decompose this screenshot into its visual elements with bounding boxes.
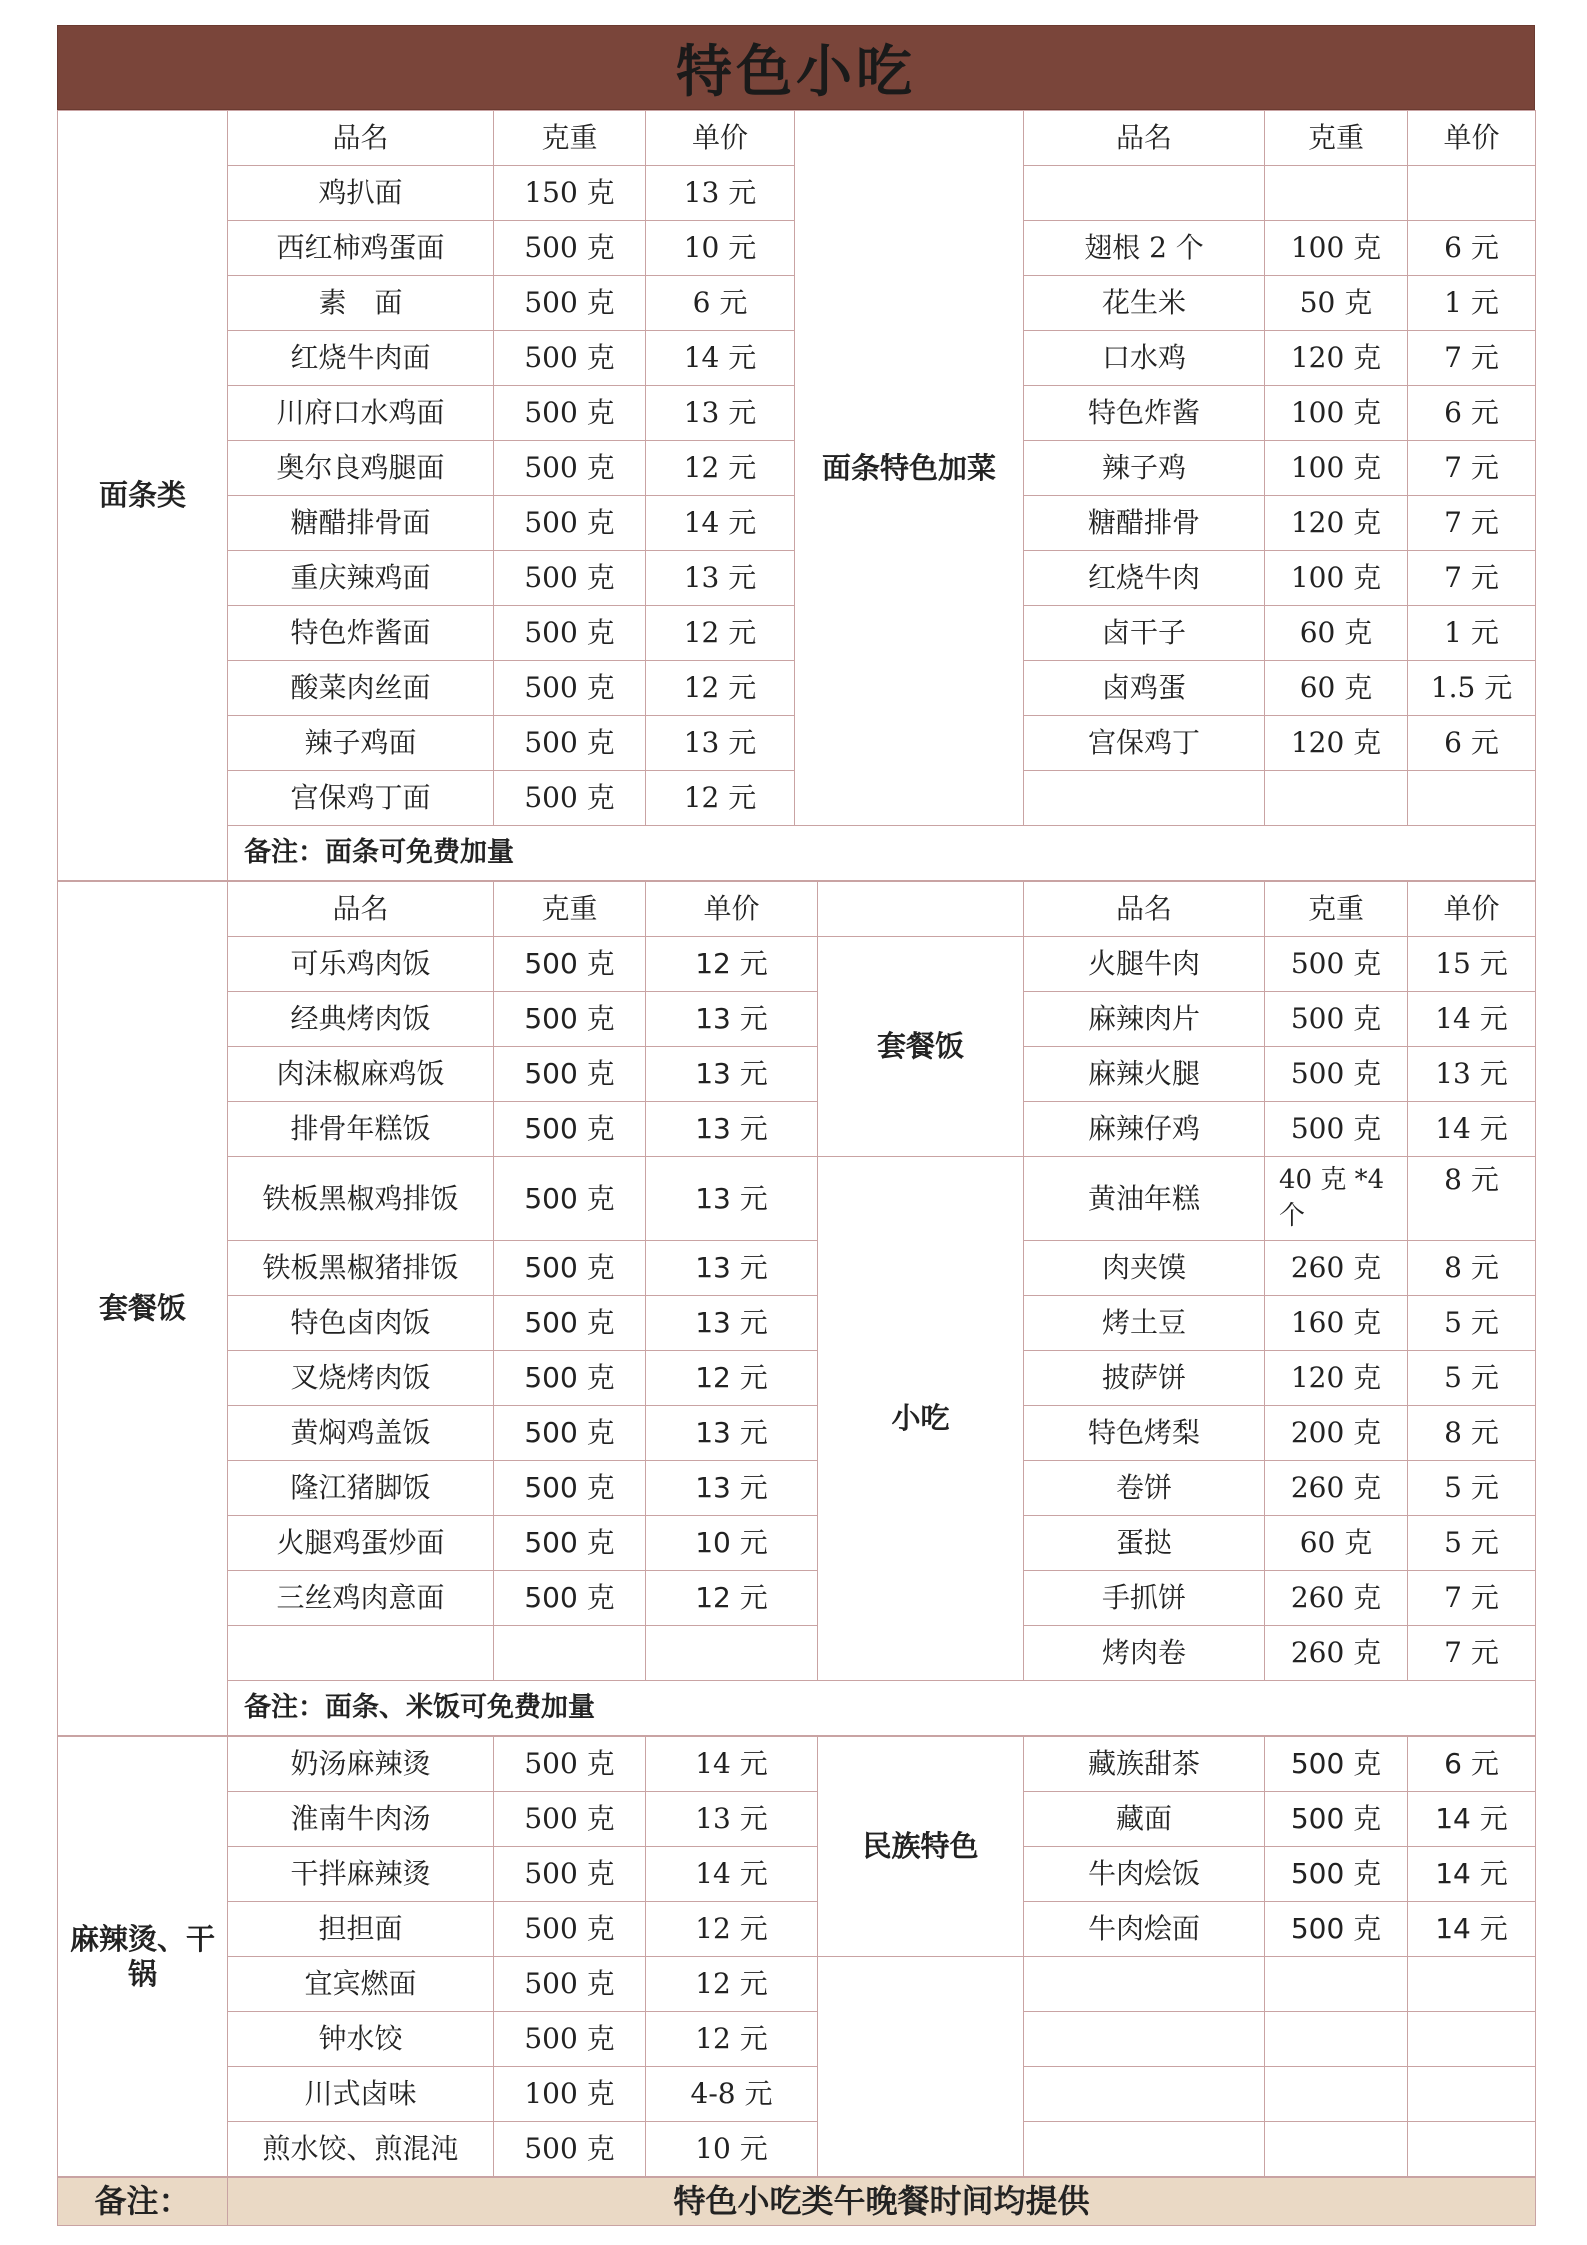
noodle-extra-item-price: 6 元 xyxy=(1408,716,1536,771)
noodle-item-name: 西红柿鸡蛋面 xyxy=(228,221,494,276)
spicy-item-name: 煎水饺、煎混沌 xyxy=(228,2122,494,2177)
snack-item-name: 烤肉卷 xyxy=(1024,1626,1265,1681)
rice-item-price: 13 元 xyxy=(646,1241,818,1296)
spicy-item-weight: 500 克 xyxy=(494,1847,646,1902)
ethnic-item-price: 14 元 xyxy=(1408,1792,1536,1847)
rice-item-name: 火腿鸡蛋炒面 xyxy=(228,1516,494,1571)
table-row xyxy=(58,2067,1536,2122)
table-row xyxy=(58,992,1536,1047)
noodle-item-name: 辣子鸡面 xyxy=(228,716,494,771)
noodles-left-header-name: 品名 xyxy=(228,111,494,166)
rice-item-weight: 500 克 xyxy=(494,1157,646,1241)
table-row xyxy=(58,937,1536,992)
noodle-item-name: 奥尔良鸡腿面 xyxy=(228,441,494,496)
snack-item-weight: 260 克 xyxy=(1265,1241,1408,1296)
spicy-item-price: 14 元 xyxy=(646,1737,818,1792)
rice-item-name: 铁板黑椒猪排饭 xyxy=(228,1241,494,1296)
rice-item-name: 隆江猪脚饭 xyxy=(228,1461,494,1516)
snack-item-price: 5 元 xyxy=(1408,1516,1536,1571)
noodle-item-weight: 500 克 xyxy=(494,331,646,386)
noodle-extra-item-weight: 100 克 xyxy=(1265,441,1408,496)
rice-item-name: 三丝鸡肉意面 xyxy=(228,1571,494,1626)
snack-item-name: 手抓饼 xyxy=(1024,1571,1265,1626)
rice-item-price: 12 元 xyxy=(646,1571,818,1626)
rice-item-price xyxy=(646,1626,818,1681)
snack-item-price: 7 元 xyxy=(1408,1626,1536,1681)
ethnic-item-weight: 500 克 xyxy=(1265,1737,1408,1792)
ethnic-item-price xyxy=(1408,2067,1536,2122)
noodle-extra-item-price: 7 元 xyxy=(1408,331,1536,386)
rice-item-name: 经典烤肉饭 xyxy=(228,992,494,1047)
noodle-extra-item-price: 6 元 xyxy=(1408,386,1536,441)
ethnic-item-name xyxy=(1024,1957,1265,2012)
snack-item-price: 15 元 xyxy=(1408,937,1536,992)
footer-table xyxy=(57,2177,1536,2226)
noodle-item-price: 14 元 xyxy=(646,331,795,386)
snack-item-name: 蛋挞 xyxy=(1024,1516,1265,1571)
noodle-extra-item-price: 1 元 xyxy=(1408,606,1536,661)
noodle-extra-item-name: 卤鸡蛋 xyxy=(1024,661,1265,716)
noodle-item-weight: 150 克 xyxy=(494,166,646,221)
spicy-item-name: 钟水饺 xyxy=(228,2012,494,2067)
noodle-item-price: 10 元 xyxy=(646,221,795,276)
noodle-item-weight: 500 克 xyxy=(494,551,646,606)
noodle-extra-item-name: 红烧牛肉 xyxy=(1024,551,1265,606)
noodle-item-price: 12 元 xyxy=(646,441,795,496)
spicy-item-price: 12 元 xyxy=(646,2012,818,2067)
noodle-extra-item-name: 宫保鸡丁 xyxy=(1024,716,1265,771)
noodle-item-price: 14 元 xyxy=(646,496,795,551)
noodle-extra-item-weight xyxy=(1265,166,1408,221)
ethnic-item-weight: 500 克 xyxy=(1265,1902,1408,1957)
noodle-extra-item-price: 7 元 xyxy=(1408,551,1536,606)
snack-item-name: 黄油年糕 xyxy=(1024,1157,1265,1241)
snack-item-name: 火腿牛肉 xyxy=(1024,937,1265,992)
noodles-right-header-price: 单价 xyxy=(1408,111,1536,166)
table-row xyxy=(58,1102,1536,1157)
noodle-item-weight: 500 克 xyxy=(494,716,646,771)
ethnic-item-weight xyxy=(1265,1957,1408,2012)
rice-item-weight: 500 克 xyxy=(494,1047,646,1102)
rice-table xyxy=(57,881,1536,1736)
table-row xyxy=(58,1737,1536,1792)
ethnic-item-price: 14 元 xyxy=(1408,1902,1536,1957)
rice-item-price: 13 元 xyxy=(646,1157,818,1241)
noodle-extra-item-name: 翅根 2 个 xyxy=(1024,221,1265,276)
spicy-item-weight: 500 克 xyxy=(494,1792,646,1847)
rice-note: 备注：面条、米饭可免费加量 xyxy=(228,1681,1536,1736)
noodle-item-name: 糖醋排骨面 xyxy=(228,496,494,551)
spicy-table xyxy=(57,1736,1536,2177)
table-row xyxy=(58,1957,1536,2012)
rice-item-weight: 500 克 xyxy=(494,1406,646,1461)
rice-item-price: 12 元 xyxy=(646,1351,818,1406)
rice-left-header-price: 单价 xyxy=(646,882,818,937)
noodle-extra-item-name xyxy=(1024,166,1265,221)
snack-item-name: 特色烤梨 xyxy=(1024,1406,1265,1461)
snack-item-price: 14 元 xyxy=(1408,1102,1536,1157)
ethnic-item-name xyxy=(1024,2012,1265,2067)
rice-item-price: 13 元 xyxy=(646,1296,818,1351)
snack-item-weight: 500 克 xyxy=(1265,937,1408,992)
noodle-extra-item-weight xyxy=(1265,771,1408,826)
noodle-extra-item-price: 7 元 xyxy=(1408,496,1536,551)
page-title: 特色小吃 xyxy=(57,25,1535,110)
spicy-item-price: 14 元 xyxy=(646,1847,818,1902)
rice-item-price: 13 元 xyxy=(646,1406,818,1461)
noodles-right-header-name: 品名 xyxy=(1024,111,1265,166)
table-row xyxy=(58,1516,1536,1571)
table-row xyxy=(58,1241,1536,1296)
snack-item-price: 14 元 xyxy=(1408,992,1536,1047)
ethnic-item-name: 藏面 xyxy=(1024,1792,1265,1847)
table-row xyxy=(58,1351,1536,1406)
snack-item-weight: 260 克 xyxy=(1265,1626,1408,1681)
table-row xyxy=(58,1296,1536,1351)
table-row xyxy=(58,1792,1536,1847)
noodle-extra-item-name: 辣子鸡 xyxy=(1024,441,1265,496)
rice-item-weight: 500 克 xyxy=(494,1351,646,1406)
noodles-right-header-weight: 克重 xyxy=(1265,111,1408,166)
rice-item-price: 13 元 xyxy=(646,1461,818,1516)
noodle-item-price: 13 元 xyxy=(646,166,795,221)
table-row xyxy=(58,1406,1536,1461)
table-row xyxy=(58,2122,1536,2177)
ethnic-item-price xyxy=(1408,2122,1536,2177)
rice-right-header-weight: 克重 xyxy=(1265,882,1408,937)
snack-item-weight: 200 克 xyxy=(1265,1406,1408,1461)
noodle-extra-item-price: 6 元 xyxy=(1408,221,1536,276)
table-row xyxy=(58,1047,1536,1102)
table-row xyxy=(58,1461,1536,1516)
rice-item-name: 可乐鸡肉饭 xyxy=(228,937,494,992)
spicy-item-name: 干拌麻辣烫 xyxy=(228,1847,494,1902)
snack-item-price: 7 元 xyxy=(1408,1571,1536,1626)
noodle-item-weight: 500 克 xyxy=(494,221,646,276)
rice-item-name: 排骨年糕饭 xyxy=(228,1102,494,1157)
noodle-extra-item-weight: 60 克 xyxy=(1265,606,1408,661)
rice-right-header-price: 单价 xyxy=(1408,882,1536,937)
spicy-item-weight: 500 克 xyxy=(494,2012,646,2067)
snack-item-name: 烤土豆 xyxy=(1024,1296,1265,1351)
rice-item-name: 肉沫椒麻鸡饭 xyxy=(228,1047,494,1102)
middle-blank xyxy=(818,1957,1024,2177)
table-row xyxy=(58,1902,1536,1957)
noodle-item-price: 12 元 xyxy=(646,661,795,716)
snack-item-name: 麻辣肉片 xyxy=(1024,992,1265,1047)
spicy-item-name: 宜宾燃面 xyxy=(228,1957,494,2012)
noodle-item-weight: 500 克 xyxy=(494,771,646,826)
noodle-item-weight: 500 克 xyxy=(494,386,646,441)
spicy-item-weight: 500 克 xyxy=(494,1902,646,1957)
middle-label-snacks: 小吃 xyxy=(818,1157,1024,1681)
noodle-item-weight: 500 克 xyxy=(494,496,646,551)
noodle-item-name: 素 面 xyxy=(228,276,494,331)
noodle-extra-item-name: 卤干子 xyxy=(1024,606,1265,661)
ethnic-item-name: 牛肉烩饭 xyxy=(1024,1847,1265,1902)
snack-item-weight: 500 克 xyxy=(1265,992,1408,1047)
noodles-left-header-weight: 克重 xyxy=(494,111,646,166)
noodle-extra-item-name: 糖醋排骨 xyxy=(1024,496,1265,551)
noodle-item-name: 重庆辣鸡面 xyxy=(228,551,494,606)
noodle-extra-item-weight: 120 克 xyxy=(1265,496,1408,551)
noodle-item-price: 13 元 xyxy=(646,551,795,606)
rice-item-name xyxy=(228,1626,494,1681)
snack-item-weight: 120 克 xyxy=(1265,1351,1408,1406)
noodle-item-price: 6 元 xyxy=(646,276,795,331)
rice-item-price: 13 元 xyxy=(646,1047,818,1102)
ethnic-item-price: 6 元 xyxy=(1408,1737,1536,1792)
rice-item-price: 10 元 xyxy=(646,1516,818,1571)
snack-item-price: 5 元 xyxy=(1408,1296,1536,1351)
ethnic-item-price: 14 元 xyxy=(1408,1847,1536,1902)
noodle-extra-item-name: 特色炸酱 xyxy=(1024,386,1265,441)
noodle-item-price: 13 元 xyxy=(646,716,795,771)
ethnic-item-weight xyxy=(1265,2067,1408,2122)
noodle-extra-item-weight: 120 克 xyxy=(1265,716,1408,771)
footer-label: 备注： xyxy=(58,2178,228,2226)
ethnic-item-name: 牛肉烩面 xyxy=(1024,1902,1265,1957)
noodle-item-weight: 500 克 xyxy=(494,441,646,496)
noodle-extra-item-weight: 100 克 xyxy=(1265,386,1408,441)
rice-item-weight: 500 克 xyxy=(494,1516,646,1571)
snack-item-weight: 260 克 xyxy=(1265,1461,1408,1516)
ethnic-item-weight: 500 克 xyxy=(1265,1792,1408,1847)
snack-item-weight: 160 克 xyxy=(1265,1296,1408,1351)
noodle-extra-item-name: 口水鸡 xyxy=(1024,331,1265,386)
snack-item-name: 麻辣仔鸡 xyxy=(1024,1102,1265,1157)
rice-item-weight: 500 克 xyxy=(494,1461,646,1516)
ethnic-item-price xyxy=(1408,1957,1536,2012)
noodle-extra-item-price xyxy=(1408,771,1536,826)
noodles-table xyxy=(57,110,1536,881)
rice-item-weight: 500 克 xyxy=(494,992,646,1047)
table-row xyxy=(58,2012,1536,2067)
ethnic-item-name xyxy=(1024,2067,1265,2122)
noodle-item-weight: 500 克 xyxy=(494,276,646,331)
noodle-item-weight: 500 克 xyxy=(494,606,646,661)
rice-item-weight: 500 克 xyxy=(494,1571,646,1626)
section-label-spicy: 麻辣烫、干锅 xyxy=(58,1737,228,2177)
snack-item-weight: 500 克 xyxy=(1265,1047,1408,1102)
noodle-item-weight: 500 克 xyxy=(494,661,646,716)
rice-item-price: 12 元 xyxy=(646,937,818,992)
snack-item-weight: 260 克 xyxy=(1265,1571,1408,1626)
snack-item-price: 5 元 xyxy=(1408,1351,1536,1406)
noodle-item-name: 川府口水鸡面 xyxy=(228,386,494,441)
noodle-item-price: 13 元 xyxy=(646,386,795,441)
menu-sheet xyxy=(57,25,1535,2226)
table-row xyxy=(58,1847,1536,1902)
snack-item-name: 卷饼 xyxy=(1024,1461,1265,1516)
noodles-left-header-price: 单价 xyxy=(646,111,795,166)
snack-item-price: 5 元 xyxy=(1408,1461,1536,1516)
snack-item-price: 13 元 xyxy=(1408,1047,1536,1102)
noodle-item-name: 酸菜肉丝面 xyxy=(228,661,494,716)
noodle-item-name: 红烧牛肉面 xyxy=(228,331,494,386)
ethnic-item-weight xyxy=(1265,2012,1408,2067)
noodle-item-price: 12 元 xyxy=(646,771,795,826)
spicy-item-price: 12 元 xyxy=(646,1902,818,1957)
noodle-extra-item-price: 7 元 xyxy=(1408,441,1536,496)
noodle-extra-item-price xyxy=(1408,166,1536,221)
spicy-item-name: 淮南牛肉汤 xyxy=(228,1792,494,1847)
ethnic-item-price xyxy=(1408,2012,1536,2067)
snack-item-weight: 500 克 xyxy=(1265,1102,1408,1157)
rice-item-weight xyxy=(494,1626,646,1681)
rice-left-header-weight: 克重 xyxy=(494,882,646,937)
table-row xyxy=(58,1626,1536,1681)
rice-item-weight: 500 克 xyxy=(494,1241,646,1296)
snack-item-price: 8 元 xyxy=(1408,1157,1536,1241)
noodle-extra-item-weight: 100 克 xyxy=(1265,551,1408,606)
noodle-extra-item-weight: 100 克 xyxy=(1265,221,1408,276)
snack-item-name: 披萨饼 xyxy=(1024,1351,1265,1406)
rice-item-price: 13 元 xyxy=(646,1102,818,1157)
noodle-item-name: 特色炸酱面 xyxy=(228,606,494,661)
rice-item-name: 铁板黑椒鸡排饭 xyxy=(228,1157,494,1241)
spicy-item-price: 4-8 元 xyxy=(646,2067,818,2122)
snack-item-price: 8 元 xyxy=(1408,1406,1536,1461)
rice-item-weight: 500 克 xyxy=(494,1296,646,1351)
spicy-item-price: 10 元 xyxy=(646,2122,818,2177)
table-row xyxy=(58,1157,1536,1241)
table-row xyxy=(58,1571,1536,1626)
section-label-rice: 套餐饭 xyxy=(58,882,228,1736)
middle-header-blank xyxy=(818,882,1024,937)
middle-label-ethnic: 民族特色 xyxy=(818,1737,1024,1957)
ethnic-item-weight xyxy=(1265,2122,1408,2177)
snack-item-name: 麻辣火腿 xyxy=(1024,1047,1265,1102)
middle-label-noodle-extras: 面条特色加菜 xyxy=(795,111,1024,826)
footer-text: 特色小吃类午晚餐时间均提供 xyxy=(228,2178,1536,2226)
spicy-item-weight: 100 克 xyxy=(494,2067,646,2122)
ethnic-item-weight: 500 克 xyxy=(1265,1847,1408,1902)
snack-item-name: 肉夹馍 xyxy=(1024,1241,1265,1296)
spicy-item-weight: 500 克 xyxy=(494,1737,646,1792)
rice-left-header-name: 品名 xyxy=(228,882,494,937)
noodle-extra-item-name: 花生米 xyxy=(1024,276,1265,331)
ethnic-item-name xyxy=(1024,2122,1265,2177)
snack-item-weight: 60 克 xyxy=(1265,1516,1408,1571)
noodle-item-name: 鸡扒面 xyxy=(228,166,494,221)
noodle-extra-item-price: 1.5 元 xyxy=(1408,661,1536,716)
rice-item-price: 13 元 xyxy=(646,992,818,1047)
noodles-note: 备注：面条可免费加量 xyxy=(228,826,1536,881)
spicy-item-name: 奶汤麻辣烫 xyxy=(228,1737,494,1792)
rice-item-name: 叉烧烤肉饭 xyxy=(228,1351,494,1406)
spicy-item-price: 13 元 xyxy=(646,1792,818,1847)
noodle-extra-item-weight: 120 克 xyxy=(1265,331,1408,386)
noodle-item-price: 12 元 xyxy=(646,606,795,661)
noodle-extra-item-name xyxy=(1024,771,1265,826)
spicy-item-name: 川式卤味 xyxy=(228,2067,494,2122)
noodle-extra-item-weight: 50 克 xyxy=(1265,276,1408,331)
spicy-item-name: 担担面 xyxy=(228,1902,494,1957)
spicy-item-weight: 500 克 xyxy=(494,1957,646,2012)
middle-label-set-meal: 套餐饭 xyxy=(818,937,1024,1157)
snack-item-price: 8 元 xyxy=(1408,1241,1536,1296)
ethnic-item-name: 藏族甜茶 xyxy=(1024,1737,1265,1792)
rice-item-weight: 500 克 xyxy=(494,937,646,992)
snack-item-weight: 40 克 *4 个 xyxy=(1265,1157,1408,1241)
section-label-noodles: 面条类 xyxy=(58,111,228,881)
rice-item-name: 黄焖鸡盖饭 xyxy=(228,1406,494,1461)
rice-item-name: 特色卤肉饭 xyxy=(228,1296,494,1351)
rice-item-weight: 500 克 xyxy=(494,1102,646,1157)
rice-right-header-name: 品名 xyxy=(1024,882,1265,937)
spicy-item-weight: 500 克 xyxy=(494,2122,646,2177)
noodle-item-name: 宫保鸡丁面 xyxy=(228,771,494,826)
spicy-item-price: 12 元 xyxy=(646,1957,818,2012)
noodle-extra-item-price: 1 元 xyxy=(1408,276,1536,331)
noodle-extra-item-weight: 60 克 xyxy=(1265,661,1408,716)
